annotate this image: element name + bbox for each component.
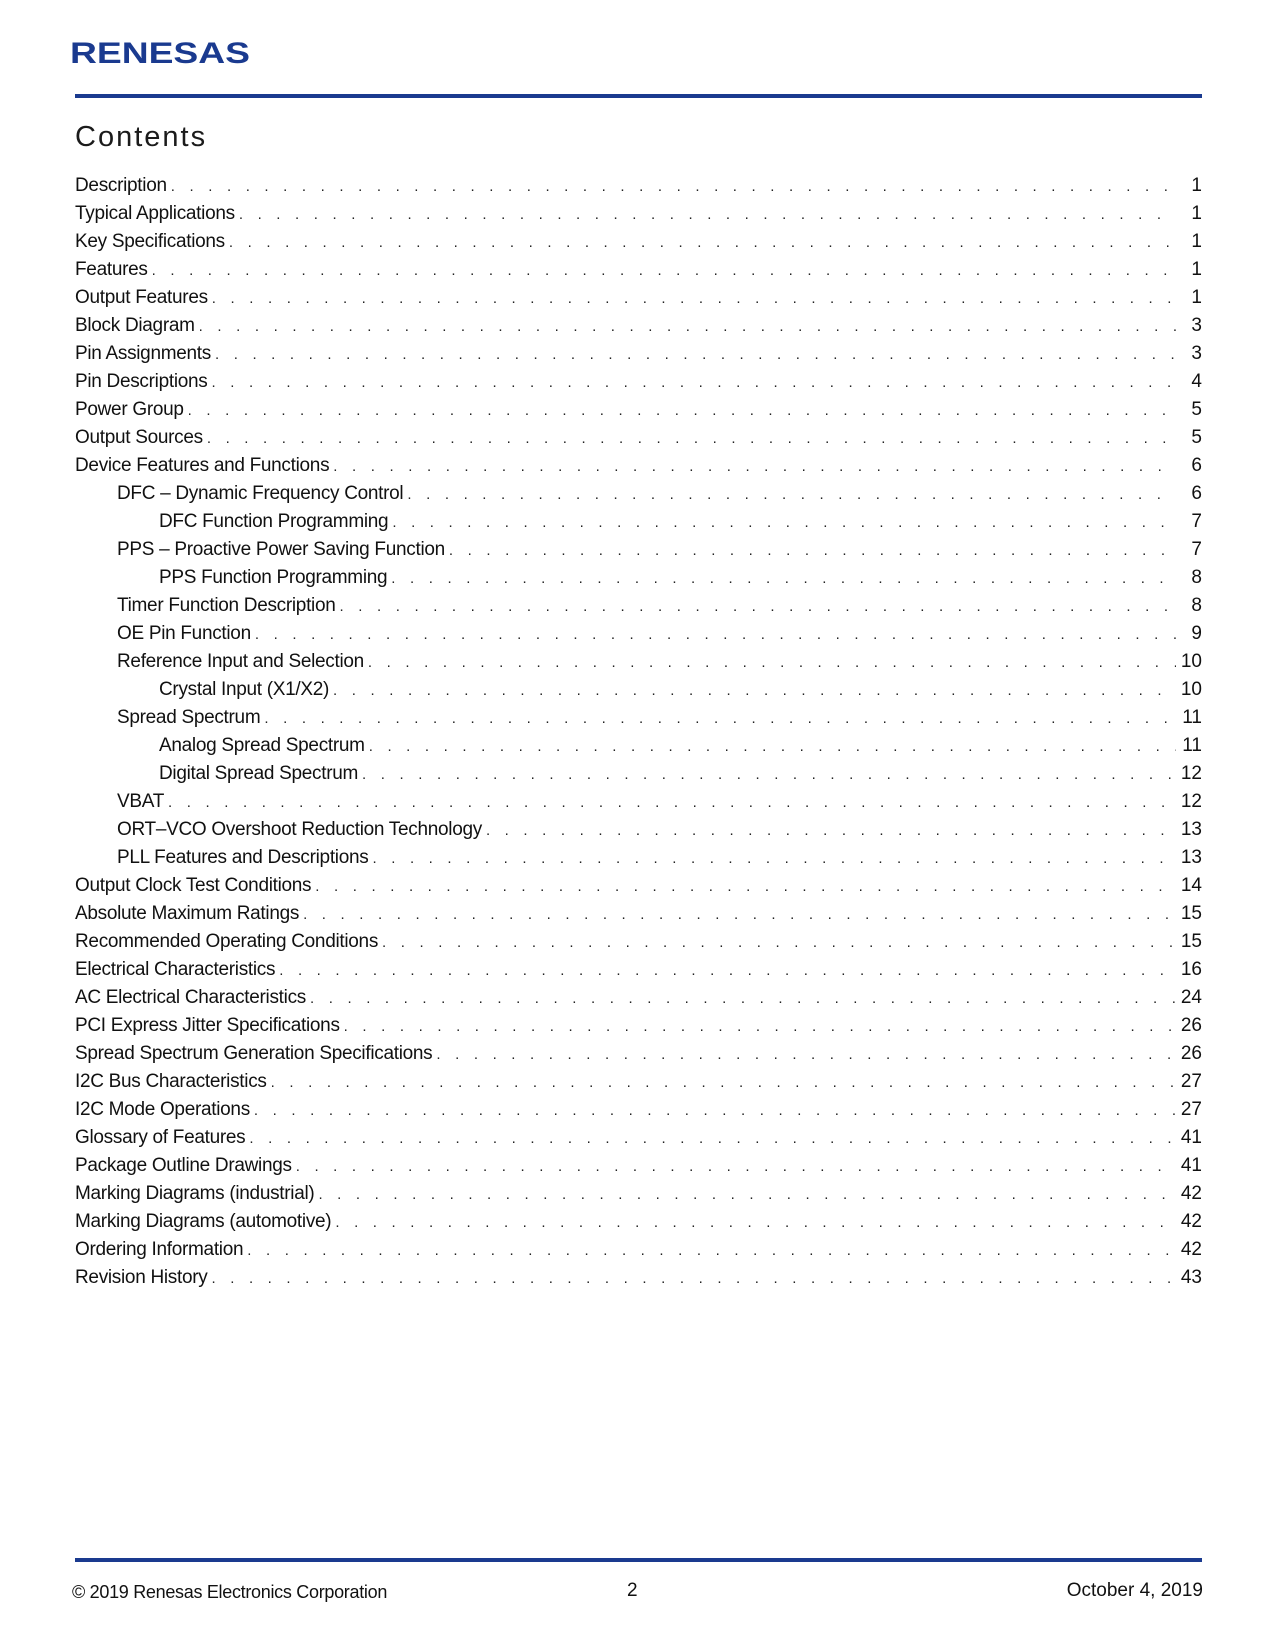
toc-entry-label: PPS – Proactive Power Saving Function	[117, 539, 445, 560]
toc-dot-leader	[215, 341, 1176, 369]
toc-entry[interactable]	[75, 228, 1202, 256]
toc-entry[interactable]	[75, 256, 1202, 284]
toc-entry[interactable]	[75, 788, 1202, 816]
toc-entry-label: Power Group	[75, 399, 184, 420]
toc-entry[interactable]	[75, 564, 1202, 592]
toc-entry-page: 1	[1191, 259, 1202, 280]
logo-text: RENESAS	[70, 37, 250, 70]
toc-entry[interactable]	[75, 760, 1202, 788]
toc-entry-page: 12	[1180, 791, 1202, 812]
toc-entry-page: 7	[1191, 511, 1202, 532]
toc-entry-page: 8	[1191, 567, 1202, 588]
toc-entry-label: AC Electrical Characteristics	[75, 987, 306, 1008]
toc-entry-label: ORT–VCO Overshoot Reduction Technology	[117, 819, 482, 840]
toc-dot-leader	[368, 649, 1176, 677]
toc-dot-leader	[247, 1237, 1176, 1265]
footer-copyright: © 2019 Renesas Electronics Corporation	[72, 1582, 388, 1602]
toc-entry[interactable]	[75, 1180, 1202, 1208]
toc-dot-leader	[369, 733, 1176, 761]
toc-dot-leader	[303, 901, 1176, 929]
toc-entry-label: Block Diagram	[75, 315, 195, 336]
toc-entry-page: 43	[1180, 1267, 1202, 1288]
toc-entry[interactable]	[75, 1068, 1202, 1096]
toc-dot-leader	[436, 1041, 1176, 1069]
toc-entry[interactable]	[75, 648, 1202, 676]
toc-entry[interactable]	[75, 816, 1202, 844]
toc-entry-label: Glossary of Features	[75, 1127, 246, 1148]
toc-entry[interactable]	[75, 844, 1202, 872]
toc-entry[interactable]	[75, 508, 1202, 536]
toc-entry-page: 9	[1191, 623, 1202, 644]
toc-dot-leader	[152, 257, 1176, 285]
footer-rule	[75, 1558, 1202, 1562]
toc-entry-page: 6	[1191, 455, 1202, 476]
toc-entry-page: 11	[1182, 735, 1202, 756]
toc-entry-page: 10	[1180, 679, 1202, 700]
toc-dot-leader	[407, 481, 1176, 509]
header-rule	[75, 94, 1202, 98]
toc-entry-label: Spread Spectrum Generation Specifications	[75, 1043, 433, 1064]
toc-dot-leader	[188, 397, 1176, 425]
toc-entry-label: Analog Spread Spectrum	[159, 735, 365, 756]
toc-dot-leader	[211, 369, 1176, 397]
toc-entry-label: Pin Assignments	[75, 343, 211, 364]
toc-entry-label: OE Pin Function	[117, 623, 251, 644]
toc-entry-page: 3	[1191, 343, 1202, 364]
toc-entry[interactable]	[75, 592, 1202, 620]
toc-dot-leader	[239, 201, 1176, 229]
toc-entry[interactable]	[75, 1040, 1202, 1068]
toc-dot-leader	[211, 1265, 1176, 1293]
toc-entry[interactable]	[75, 732, 1202, 760]
toc-dot-leader	[271, 1069, 1176, 1097]
toc-entry[interactable]	[75, 536, 1202, 564]
toc-entry-label: Absolute Maximum Ratings	[75, 903, 300, 924]
toc-entry-label: Description	[75, 175, 167, 196]
toc-entry-page: 3	[1191, 315, 1202, 336]
toc-entry-label: Pin Descriptions	[75, 371, 208, 392]
toc-entry-label: Features	[75, 259, 148, 280]
toc-entry-page: 42	[1180, 1239, 1202, 1260]
toc-entry-page: 15	[1180, 931, 1202, 952]
toc-dot-leader	[344, 1013, 1176, 1041]
toc-dot-leader	[333, 677, 1176, 705]
toc-entry[interactable]	[75, 312, 1202, 340]
toc-entry-page: 1	[1191, 287, 1202, 308]
toc-entry-label: Recommended Operating Conditions	[75, 931, 379, 952]
toc-entry-label: Output Features	[75, 287, 208, 308]
toc-entry-page: 15	[1180, 903, 1202, 924]
toc-entry[interactable]	[75, 620, 1202, 648]
toc-dot-leader	[255, 621, 1176, 649]
toc-entry-label: Package Outline Drawings	[75, 1155, 292, 1176]
toc-dot-leader	[333, 453, 1176, 481]
toc-dot-leader	[362, 761, 1176, 789]
toc-entry[interactable]	[75, 872, 1202, 900]
toc-entry-page: 5	[1191, 427, 1202, 448]
toc-dot-leader	[212, 285, 1176, 313]
toc-entry-page: 1	[1191, 175, 1202, 196]
toc-dot-leader	[335, 1209, 1176, 1237]
renesas-logo-graphic	[70, 36, 255, 70]
toc-entry-page: 42	[1180, 1183, 1202, 1204]
toc-entry[interactable]	[75, 900, 1202, 928]
toc-dot-leader	[279, 957, 1176, 985]
toc-entry[interactable]	[75, 452, 1202, 480]
toc-entry[interactable]	[75, 928, 1202, 956]
toc-entry-label: VBAT	[117, 791, 165, 812]
toc-entry[interactable]	[75, 368, 1202, 396]
toc-dot-leader	[171, 173, 1176, 201]
table-of-contents	[75, 172, 1202, 1292]
toc-entry[interactable]	[75, 1096, 1202, 1124]
toc-entry-page: 12	[1180, 763, 1202, 784]
toc-entry-label: Output Clock Test Conditions	[75, 875, 312, 896]
toc-dot-leader	[168, 789, 1176, 817]
toc-entry[interactable]	[75, 396, 1202, 424]
toc-entry-label: Marking Diagrams (automotive)	[75, 1211, 332, 1232]
toc-entry-label: Reference Input and Selection	[117, 651, 364, 672]
toc-dot-leader	[486, 817, 1176, 845]
toc-entry[interactable]	[75, 1236, 1202, 1264]
toc-entry[interactable]	[75, 340, 1202, 368]
toc-entry-page: 41	[1180, 1155, 1202, 1176]
renesas-logo	[70, 36, 255, 70]
toc-entry-label: Crystal Input (X1/X2)	[159, 679, 330, 700]
toc-dot-leader	[392, 509, 1176, 537]
toc-entry-label: I2C Mode Operations	[75, 1099, 250, 1120]
toc-entry-page: 27	[1180, 1099, 1202, 1120]
toc-entry-page: 41	[1180, 1127, 1202, 1148]
toc-entry-page: 14	[1180, 875, 1202, 896]
toc-dot-leader	[391, 565, 1176, 593]
toc-dot-leader	[310, 985, 1176, 1013]
toc-entry-label: PCI Express Jitter Specifications	[75, 1015, 340, 1036]
toc-entry-label: Digital Spread Spectrum	[159, 763, 359, 784]
toc-entry-page: 26	[1180, 1043, 1202, 1064]
toc-entry-page: 7	[1191, 539, 1202, 560]
toc-entry[interactable]	[75, 1264, 1202, 1292]
toc-entry-page: 6	[1191, 483, 1202, 504]
toc-dot-leader	[372, 845, 1176, 873]
toc-entry[interactable]	[75, 1124, 1202, 1152]
footer-page-number: 2	[627, 1580, 638, 1601]
toc-dot-leader	[199, 313, 1176, 341]
toc-dot-leader	[207, 425, 1176, 453]
toc-entry-page: 27	[1180, 1071, 1202, 1092]
toc-entry-label: PPS Function Programming	[159, 567, 388, 588]
toc-dot-leader	[340, 593, 1176, 621]
toc-entry-label: Ordering Information	[75, 1239, 244, 1260]
toc-entry-page: 13	[1180, 847, 1202, 868]
toc-entry[interactable]	[75, 200, 1202, 228]
toc-entry-page: 4	[1191, 371, 1202, 392]
toc-entry-page: 11	[1182, 707, 1202, 728]
toc-entry[interactable]	[75, 424, 1202, 452]
toc-entry-page: 16	[1180, 959, 1202, 980]
toc-entry-label: Revision History	[75, 1267, 208, 1288]
toc-dot-leader	[254, 1097, 1176, 1125]
toc-entry-page: 1	[1191, 231, 1202, 252]
toc-entry[interactable]	[75, 676, 1202, 704]
toc-entry-label: Device Features and Functions	[75, 455, 330, 476]
toc-dot-leader	[296, 1153, 1176, 1181]
toc-dot-leader	[318, 1181, 1176, 1209]
toc-entry-label: Timer Function Description	[117, 595, 336, 616]
toc-entry-label: Typical Applications	[75, 203, 235, 224]
toc-entry-label: I2C Bus Characteristics	[75, 1071, 267, 1092]
toc-entry[interactable]	[75, 480, 1202, 508]
toc-entry-page: 26	[1180, 1015, 1202, 1036]
toc-entry-label: Output Sources	[75, 427, 203, 448]
page-title: Contents	[75, 121, 208, 153]
toc-entry-label: PLL Features and Descriptions	[117, 847, 369, 868]
toc-dot-leader	[449, 537, 1176, 565]
toc-entry[interactable]	[75, 1152, 1202, 1180]
toc-entry-page: 13	[1180, 819, 1202, 840]
toc-entry-label: Spread Spectrum	[117, 707, 261, 728]
toc-dot-leader	[229, 229, 1176, 257]
toc-dot-leader	[315, 873, 1176, 901]
toc-entry[interactable]	[75, 956, 1202, 984]
toc-entry[interactable]	[75, 172, 1202, 200]
toc-entry-page: 10	[1180, 651, 1202, 672]
toc-entry[interactable]	[75, 1012, 1202, 1040]
toc-entry-page: 8	[1191, 595, 1202, 616]
toc-dot-leader	[264, 705, 1176, 733]
toc-entry[interactable]	[75, 704, 1202, 732]
toc-entry[interactable]	[75, 1208, 1202, 1236]
toc-entry-label: DFC Function Programming	[159, 511, 389, 532]
toc-entry-label: Key Specifications	[75, 231, 225, 252]
toc-entry-page: 5	[1191, 399, 1202, 420]
footer-date: October 4, 2019	[1066, 1580, 1203, 1601]
toc-dot-leader	[249, 1125, 1176, 1153]
toc-entry-label: DFC – Dynamic Frequency Control	[117, 483, 404, 504]
toc-dot-leader	[382, 929, 1176, 957]
toc-entry[interactable]	[75, 984, 1202, 1012]
toc-entry-label: Marking Diagrams (industrial)	[75, 1183, 315, 1204]
toc-entry[interactable]	[75, 284, 1202, 312]
toc-entry-label: Electrical Characteristics	[75, 959, 276, 980]
toc-entry-page: 1	[1191, 203, 1202, 224]
toc-entry-page: 24	[1180, 987, 1202, 1008]
toc-entry-page: 42	[1180, 1211, 1202, 1232]
